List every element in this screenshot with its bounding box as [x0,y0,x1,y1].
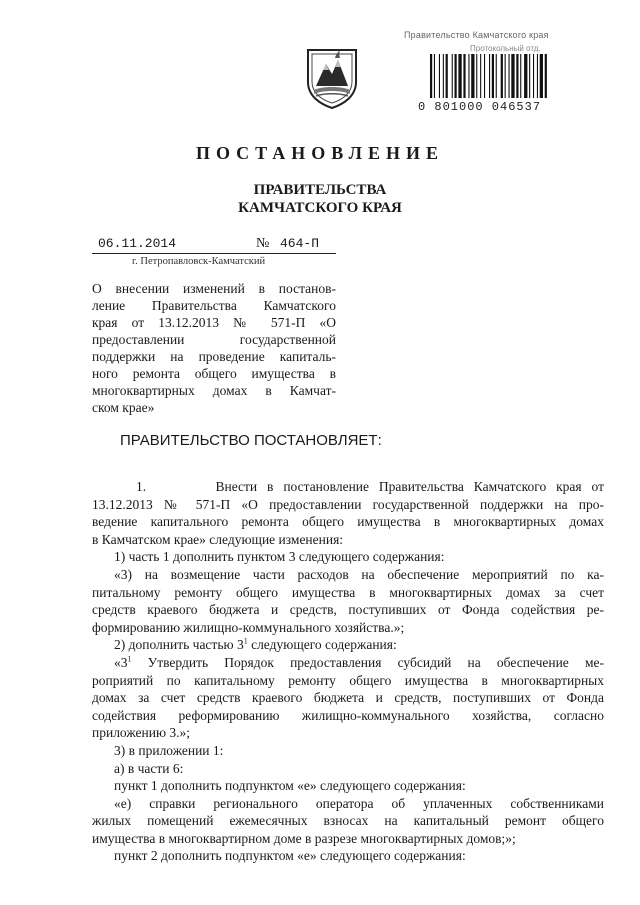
body-line: а) в части 6: [114,760,184,776]
body-line: роприятий по капитальному ремонту общего имущества в многоквартирных [92,672,604,688]
body-line: средств краевого бюджета и средств, поступивших от Фонда содействия ре- [92,602,604,618]
kamchatka-coat-of-arms-icon [302,46,362,110]
superscript: 1 [243,636,248,646]
item-text: Внести в постановление Правительства Камчатского края от [215,479,605,494]
superscript: 1 [127,654,132,664]
subject-line: ного ремонта общего имущества в [92,366,336,381]
body-line [92,636,604,654]
barcode-icon [428,52,608,102]
body-line: пункт 1 дополнить подпунктом «е» следующего содержания: [114,778,466,794]
body-line: ведение капитального ремонта общего имущества в многоквартирных домах [92,514,604,530]
document-subject [92,280,336,416]
body-line: формированию жилищно-коммунального хозяйства.»; [92,619,405,635]
registration-stamp-sub: Протокольный отд. [470,44,541,53]
subject-line: края от 13.12.2013 № 571-П «О [92,315,336,330]
subject-line: О внесении изменений в постанов- [92,281,336,296]
body-line: приложению 3.»; [92,725,191,741]
body-line: в Камчатском крае» следующие изменения: [92,531,344,547]
body-line: домах за счет средств краевого бюджета и средств, поступивших от Фонда [92,690,604,706]
body-text-fragment: Утвердить Порядок предоставления субсидий на обеспечение ме- [131,654,604,670]
body-line: имущества в многоквартирном доме в разрезе многоквартирных домов;»; [92,830,516,846]
body-line: пункт 2 дополнить подпунктом «е» следующего содержания: [114,848,466,864]
document-title: ПОСТАНОВЛЕНИЕ [195,143,445,163]
document-city: г. Петропавловск-Камчатский [132,256,266,267]
body-line: жилых помещений ежемесячных взносах на капитальный ремонт общего [92,813,604,829]
document-body [92,478,604,865]
body-text-fragment: следующего содержания: [247,637,397,653]
body-text-fragment: 2) дополнить частью 3 [114,637,244,653]
body-line: 1) часть 1 дополнить пунктом 3 следующего содержания: [114,549,445,565]
item-number: 1. [136,479,147,494]
subject-line: многоквартирных домах в Камчат- [92,383,336,398]
body-line [92,654,604,672]
body-line: «3) на возмещение части расходов на обеспечение мероприятий по ка- [114,566,604,582]
body-line [92,478,604,496]
issuer-line-1: ПРАВИТЕЛЬСТВА [253,182,387,198]
body-text-fragment: «3 [114,654,128,670]
subject-line: ском крае» [92,400,155,415]
registration-stamp: Правительство Камчатского края [404,30,549,40]
issuer-line-2: КАМЧАТСКОГО КРАЯ [238,200,402,216]
number-label: № [256,236,270,251]
decree-heading: ПРАВИТЕЛЬСТВО ПОСТАНОВЛЯЕТ: [120,432,382,449]
subject-line: предоставлении государственной [92,332,336,347]
date-underline [92,253,336,254]
body-line: 3) в приложении 1: [114,742,224,758]
body-line: 13.12.2013 № 571-П «О предоставлении государственной поддержки на про- [92,496,604,512]
body-line: питальному ремонту общего имущества в многоквартирных домах за счет [92,584,604,600]
barcode-number: 0 801000 046537 [418,100,542,114]
subject-line: поддержки на проведение капиталь- [92,349,336,364]
document-number: 464-П [280,236,320,251]
subject-line: ление Правительства Камчатского [92,298,336,313]
body-line: содействия реформированию жилищно-коммунального хозяйства, согласно [92,707,604,723]
body-line: «е) справки регионального оператора об уплаченных собственниками [114,795,604,811]
document-date: 06.11.2014 [98,236,177,251]
